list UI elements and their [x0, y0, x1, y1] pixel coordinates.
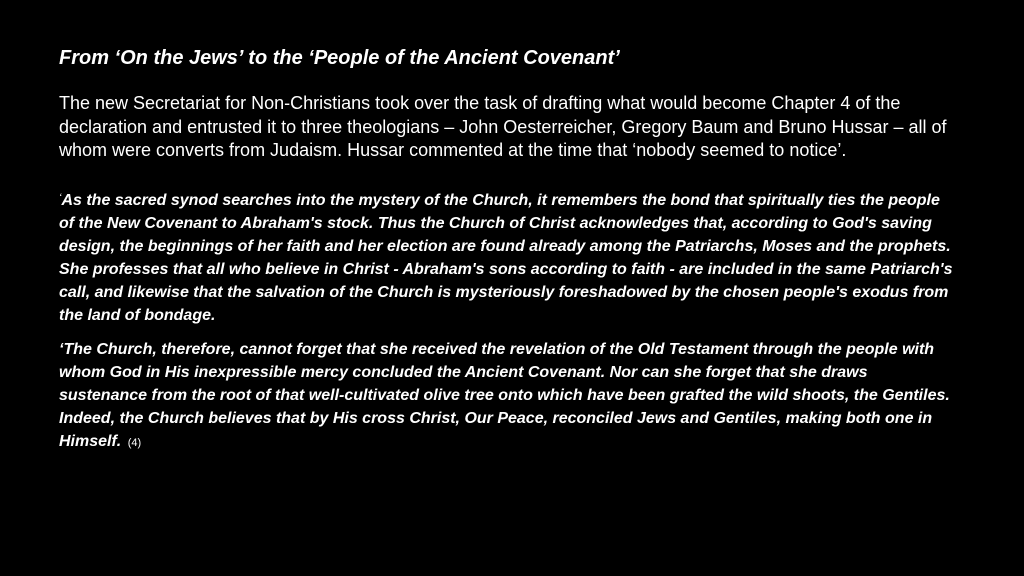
quote-2-text: ‘The Church, therefore, cannot forget that she received the revelation of the Old Testament through the people with whom God in His inexpressible mercy concluded the Ancient Covenant. Nor can she forget that she draws sustenance from the root of that well-cultivated olive tree onto which have been grafted the wild shoots, the Gentiles. Indeed, the Church believes that by His cross Christ, Our Peace, reconciled Jews and Gentiles, making both one in Himself. — [59, 340, 950, 450]
slide-content — [59, 44, 959, 466]
quote-1-text: As the sacred synod searches into the mystery of the Church, it remembers the bond that spiritually ties the people of the New Covenant to Abraham's stock. Thus the Church of Christ acknowledges that, according to God's saving design, the beginnings of her faith and her election are found already among the Patriarchs, Moses and the prophets. She professes that all who believe in Christ - Abraham's sons according to faith - are included in the same Patriarch's call, and likewise that the salvation of the Church is mysteriously foreshadowed by the chosen people's exodus from the land of bondage. — [59, 191, 953, 324]
quote-paragraph-1 — [59, 187, 959, 327]
opening-quote-mark: ‘ — [59, 191, 62, 204]
slide-title: From ‘On the Jews’ to the ‘People of the Ancient Covenant’ — [59, 47, 620, 69]
quote-paragraph-2 — [59, 338, 959, 455]
footnote-reference: (4) — [127, 436, 142, 449]
intro-paragraph: The new Secretariat for Non-Christians took over the task of drafting what would become Chapter 4 of the declaration and entrusted it to three theologians – John Oesterreicher, Gregory Baum and Bruno Hussar – all of whom were converts from Judaism. Hussar commented at the time that ‘nobody seemed to notice’. — [59, 93, 947, 160]
